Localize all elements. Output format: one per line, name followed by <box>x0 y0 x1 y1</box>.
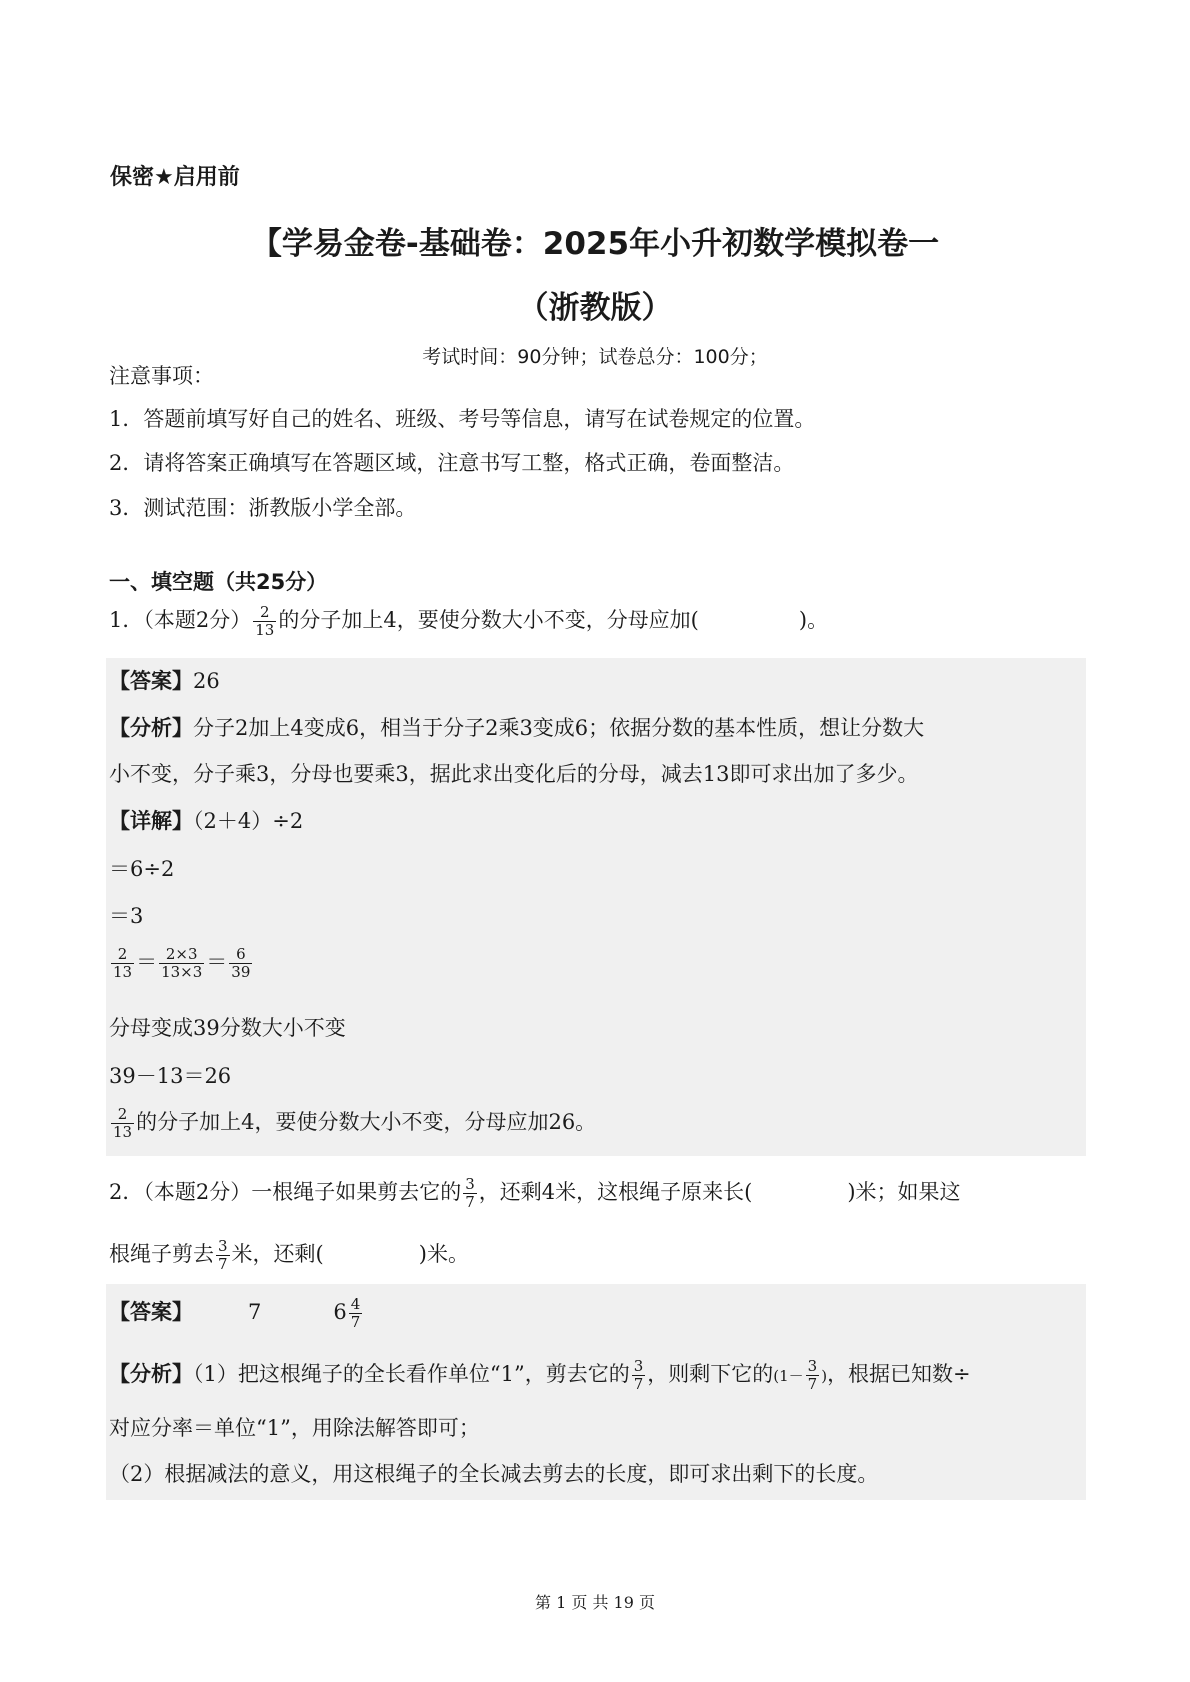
q2-analysis-3: （2）根据减法的意义，用这根绳子的全长减去剪去的长度，即可求出剩下的长度。 <box>109 1462 879 1486</box>
confidential-label: 保密★启用前 <box>110 165 240 190</box>
eq-frac-1-den: 13 <box>113 963 133 981</box>
q1-detail-label: 【详解】 <box>109 809 193 833</box>
q2-analysis-frac-2-den: 7 <box>807 1375 818 1393</box>
eq-frac-3-den: 39 <box>231 963 251 981</box>
q2-analysis-fraction-1 <box>632 1358 646 1393</box>
q2-analysis-c: ，根据已知数÷ <box>827 1362 971 1386</box>
q2-answer <box>109 1296 364 1331</box>
q2-answer-2-whole: 6 <box>333 1300 347 1324</box>
q2-answer-2-den: 7 <box>350 1313 361 1331</box>
q1-fraction <box>253 604 276 639</box>
q1-analysis-label: 【分析】 <box>109 716 193 740</box>
page-title: 【学易金卷-基础卷：2025年小升初数学模拟卷一 <box>250 226 940 262</box>
q1-detail-text-1: （2＋4）÷2 <box>193 809 304 833</box>
q1-prefix: 1．（本题2分） <box>109 608 252 632</box>
notes-item-3: 3．测试范围：浙教版小学全部。 <box>109 496 417 520</box>
q2-analysis-fraction-2 <box>806 1358 820 1393</box>
eq-frac-2-den: 13×3 <box>161 963 203 981</box>
q2-frac-den: 7 <box>465 1193 475 1211</box>
q1-analysis-2: 小不变，分子乘3，分母也要乘3，据此求出变化后的分母，减去13即可求出加了多少。 <box>109 762 919 786</box>
q2-answer-label: 【答案】 <box>109 1300 193 1324</box>
eq-frac-2 <box>159 946 204 981</box>
page-subtitle: （浙教版） <box>517 290 673 326</box>
q1-final-text: 的分子加上4，要使分数大小不变，分母应加26。 <box>136 1110 597 1134</box>
q2-answer-2-num: 4 <box>350 1295 361 1313</box>
q1-frac-den: 13 <box>255 621 275 639</box>
exam-info: 考试时间：90分钟；试卷总分：100分； <box>422 346 768 368</box>
q1-final <box>109 1106 596 1141</box>
q2-analysis-a: （1）把这根绳子的全长看作单位“1”，剪去它的 <box>193 1362 630 1386</box>
q1-end: )。 <box>798 608 829 632</box>
eq-frac-3 <box>229 946 252 981</box>
notes-item-1: 1．答题前填写好自己的姓名、班级、考号等信息，请写在试卷规定的位置。 <box>109 407 816 431</box>
eq-frac-2-num: 2×3 <box>159 946 204 964</box>
q1-detail-3: ＝3 <box>109 904 144 928</box>
q2-line2-fraction <box>216 1238 230 1273</box>
q2-analysis-frac-1-num: 3 <box>633 1357 644 1375</box>
page-footer: 第 1 页 共 19 页 <box>535 1593 655 1612</box>
q1-equation <box>109 946 254 981</box>
q1-detail-2: ＝6÷2 <box>109 857 175 881</box>
q2-analysis-frac-1-den: 7 <box>633 1375 644 1393</box>
q2-text-2: )米；如果这 <box>847 1180 961 1204</box>
q1-final-frac-num: 2 <box>111 1106 134 1124</box>
q1-analysis-1 <box>109 714 924 742</box>
q2-line2-a: 根绳子剪去 <box>109 1242 214 1266</box>
q1-final-frac-den: 13 <box>113 1123 133 1141</box>
eq-frac-1-num: 2 <box>111 946 134 964</box>
question-2-line-1 <box>109 1176 961 1211</box>
q1-detail-6: 39－13＝26 <box>109 1064 232 1088</box>
q2-line2-frac-num: 3 <box>218 1237 228 1255</box>
q2-analysis-1 <box>109 1358 971 1393</box>
q2-line2-b: 米，还剩( <box>231 1242 324 1266</box>
eq-sign-1: ＝ <box>136 950 158 974</box>
q2-analysis-paren-open: (1－ <box>773 1367 804 1385</box>
notes-heading: 注意事项： <box>109 364 214 388</box>
eq-frac-1 <box>111 946 134 981</box>
q1-detail-5: 分母变成39分数大小不变 <box>109 1016 346 1040</box>
q2-answer-2-fraction <box>349 1296 363 1331</box>
q2-analysis-frac-2-num: 3 <box>807 1357 818 1375</box>
q1-answer-value: 26 <box>193 669 220 693</box>
q2-fraction <box>463 1176 477 1211</box>
q2-text-1: ，还剩4米，这根绳子原来长( <box>478 1180 753 1204</box>
q1-text: 的分子加上4，要使分数大小不变，分母应加( <box>278 608 699 632</box>
q1-analysis-text-1: 分子2加上4变成6，相当于分子2乘3变成6；依据分数的基本性质，想让分数大 <box>193 716 925 740</box>
q2-analysis-paren-close: ) <box>821 1367 828 1385</box>
question-1 <box>109 604 828 639</box>
q2-analysis-label: 【分析】 <box>109 1362 193 1386</box>
q1-frac-num: 2 <box>253 604 276 622</box>
q1-answer <box>109 667 220 695</box>
q2-answer-1: 7 <box>248 1300 262 1324</box>
q1-answer-label: 【答案】 <box>109 669 193 693</box>
q2-line2-c: )米。 <box>418 1242 469 1266</box>
eq-sign-2: ＝ <box>206 950 228 974</box>
q1-final-fraction <box>111 1106 134 1141</box>
eq-frac-3-num: 6 <box>229 946 252 964</box>
q2-frac-num: 3 <box>465 1175 475 1193</box>
q2-analysis-b: ，则剩下它的 <box>647 1362 774 1386</box>
question-2-line-2 <box>109 1238 469 1273</box>
q1-detail-1 <box>109 807 303 835</box>
q2-analysis-2: 对应分率＝单位“1”，用除法解答即可； <box>109 1416 480 1440</box>
q2-line2-frac-den: 7 <box>218 1255 228 1273</box>
q2-prefix: 2．（本题2分）一根绳子如果剪去它的 <box>109 1180 462 1204</box>
notes-item-2: 2．请将答案正确填写在答题区域，注意书写工整，格式正确，卷面整洁。 <box>109 451 795 475</box>
section-heading: 一、填空题（共25分） <box>109 570 328 594</box>
